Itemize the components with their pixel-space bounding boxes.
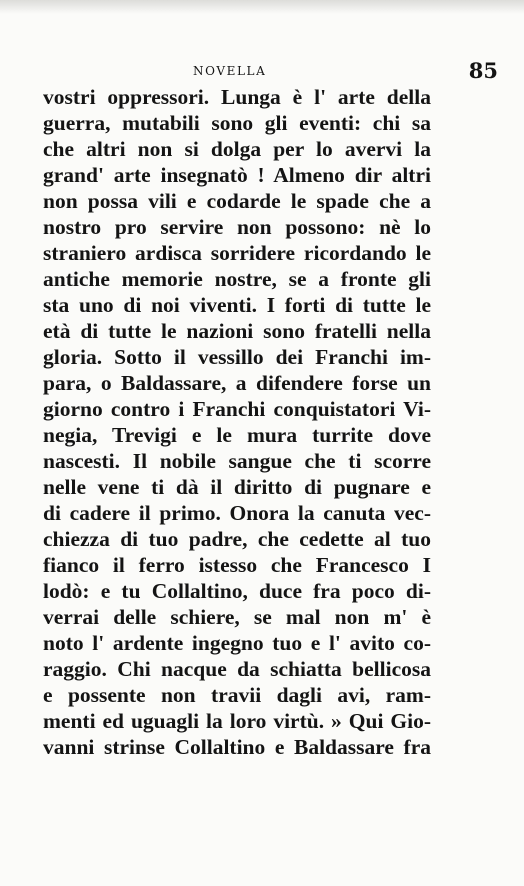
text-line: antiche memorie nostre, se a fronte gli xyxy=(43,267,431,291)
text-line: che altri non si dolga per lo avervi la xyxy=(43,137,431,161)
text-line: sta uno di noi viventi. I forti di tutte le xyxy=(43,293,431,317)
text-line: e possente non travii dagli avi, ram- xyxy=(43,683,431,707)
text-line: nostro pro servire non possono: nè lo xyxy=(43,215,431,239)
text-line: chiezza di tuo padre, che cedette al tuo xyxy=(43,527,431,551)
text-line: noto l' ardente ingegno tuo e l' avito co- xyxy=(43,631,431,655)
text-line: nelle vene ti dà il diritto di pugnare e xyxy=(43,475,431,499)
text-line: vanni strinse Collaltino e Baldassare fra xyxy=(43,735,431,759)
page-header xyxy=(58,58,498,84)
body-text xyxy=(43,84,431,760)
text-line: giorno contro i Franchi conquistatori Vi- xyxy=(43,397,431,421)
text-line: guerra, mutabili sono gli eventi: chi sa xyxy=(43,111,431,135)
text-line: verrai delle schiere, se mal non m' è xyxy=(43,605,431,629)
text-line: raggio. Chi nacque da schiatta bellicosa xyxy=(43,657,431,681)
text-line: nascesti. Il nobile sangue che ti scorre xyxy=(43,449,431,473)
page-top-edge xyxy=(0,0,524,14)
text-line: fianco il ferro istesso che Francesco I xyxy=(43,553,431,577)
text-line: di cadere il primo. Onora la canuta vec- xyxy=(43,501,431,525)
text-line: straniero ardisca sorridere ricordando le xyxy=(43,241,431,265)
text-line: età di tutte le nazioni sono fratelli nella xyxy=(43,319,431,343)
text-line: grand' arte insegnatò ! Almeno dir altri xyxy=(43,163,431,187)
running-title: NOVELLA xyxy=(193,64,267,78)
page-number: 85 xyxy=(468,58,498,83)
text-line: vostri oppressori. Lunga è l' arte della xyxy=(43,85,431,109)
text-line: menti ed uguagli la loro virtù. » Qui Gio- xyxy=(43,709,431,733)
text-line: negia, Trevigi e le mura turrite dove xyxy=(43,423,431,447)
text-line: non possa vili e codarde le spade che a xyxy=(43,189,431,213)
text-line: lodò: e tu Collaltino, duce fra poco di- xyxy=(43,579,431,603)
text-line: gloria. Sotto il vessillo dei Franchi im- xyxy=(43,345,431,369)
text-line: para, o Baldassare, a difendere forse un xyxy=(43,371,431,395)
